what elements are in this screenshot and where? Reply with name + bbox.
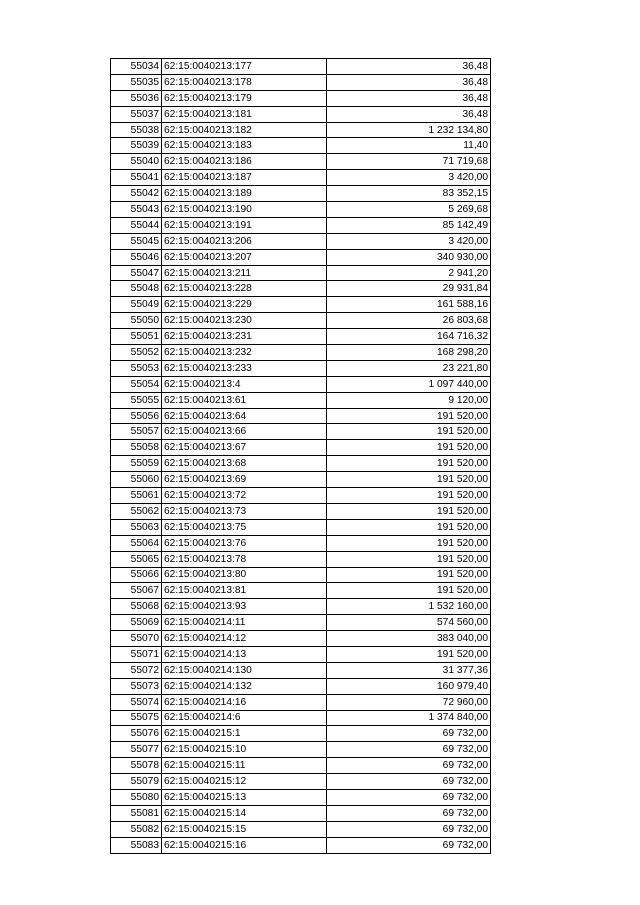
cadastral-number-cell: 62:15:0040213:67 [162, 440, 327, 456]
table-row [111, 265, 491, 281]
row-number-cell: 55077 [111, 742, 162, 758]
table-row [111, 694, 491, 710]
table-row [111, 789, 491, 805]
row-number-cell: 55038 [111, 122, 162, 138]
cadastral-value-cell: 191 520,00 [327, 535, 491, 551]
cadastral-value-table [110, 58, 491, 854]
table-row [111, 805, 491, 821]
cadastral-value-cell: 69 732,00 [327, 774, 491, 790]
cadastral-number-cell: 62:15:0040213:233 [162, 360, 327, 376]
table-row [111, 456, 491, 472]
row-number-cell: 55041 [111, 170, 162, 186]
table-row [111, 186, 491, 202]
table-row [111, 726, 491, 742]
row-number-cell: 55078 [111, 758, 162, 774]
cadastral-value-cell: 191 520,00 [327, 519, 491, 535]
cadastral-number-cell: 62:15:0040213:231 [162, 329, 327, 345]
table-row [111, 376, 491, 392]
cadastral-number-cell: 62:15:0040213:228 [162, 281, 327, 297]
cadastral-value-cell: 3 420,00 [327, 170, 491, 186]
row-number-cell: 55048 [111, 281, 162, 297]
cadastral-value-cell: 69 732,00 [327, 726, 491, 742]
cadastral-value-cell: 1 232 134,80 [327, 122, 491, 138]
table-row [111, 567, 491, 583]
row-number-cell: 55040 [111, 154, 162, 170]
cadastral-value-cell: 69 732,00 [327, 805, 491, 821]
row-number-cell: 55047 [111, 265, 162, 281]
cadastral-number-cell: 62:15:0040213:81 [162, 583, 327, 599]
cadastral-number-cell: 62:15:0040213:68 [162, 456, 327, 472]
cadastral-number-cell: 62:15:0040215:16 [162, 837, 327, 853]
table-row [111, 440, 491, 456]
row-number-cell: 55049 [111, 297, 162, 313]
cadastral-value-cell: 191 520,00 [327, 440, 491, 456]
row-number-cell: 55080 [111, 789, 162, 805]
row-number-cell: 55059 [111, 456, 162, 472]
table-row [111, 360, 491, 376]
cadastral-value-cell: 72 960,00 [327, 694, 491, 710]
row-number-cell: 55083 [111, 837, 162, 853]
cadastral-number-cell: 62:15:0040213:191 [162, 217, 327, 233]
row-number-cell: 55073 [111, 678, 162, 694]
cadastral-value-cell: 2 941,20 [327, 265, 491, 281]
cadastral-value-cell: 36,48 [327, 74, 491, 90]
row-number-cell: 55079 [111, 774, 162, 790]
row-number-cell: 55056 [111, 408, 162, 424]
row-number-cell: 55060 [111, 472, 162, 488]
cadastral-number-cell: 62:15:0040213:211 [162, 265, 327, 281]
row-number-cell: 55043 [111, 202, 162, 218]
table-row [111, 662, 491, 678]
table-row [111, 710, 491, 726]
row-number-cell: 55081 [111, 805, 162, 821]
cadastral-number-cell: 62:15:0040215:15 [162, 821, 327, 837]
cadastral-number-cell: 62:15:0040213:186 [162, 154, 327, 170]
cadastral-value-cell: 191 520,00 [327, 503, 491, 519]
cadastral-value-cell: 36,48 [327, 59, 491, 75]
cadastral-value-cell: 191 520,00 [327, 424, 491, 440]
cadastral-value-cell: 1 097 440,00 [327, 376, 491, 392]
row-number-cell: 55035 [111, 74, 162, 90]
row-number-cell: 55050 [111, 313, 162, 329]
cadastral-value-cell: 161 588,16 [327, 297, 491, 313]
cadastral-number-cell: 62:15:0040213:179 [162, 90, 327, 106]
cadastral-value-cell: 191 520,00 [327, 583, 491, 599]
row-number-cell: 55065 [111, 551, 162, 567]
cadastral-number-cell: 62:15:0040213:69 [162, 472, 327, 488]
cadastral-number-cell: 62:15:0040213:76 [162, 535, 327, 551]
row-number-cell: 55074 [111, 694, 162, 710]
cadastral-value-cell: 31 377,36 [327, 662, 491, 678]
cadastral-value-cell: 71 719,68 [327, 154, 491, 170]
cadastral-number-cell: 62:15:0040213:80 [162, 567, 327, 583]
row-number-cell: 55039 [111, 138, 162, 154]
table-row [111, 170, 491, 186]
cadastral-value-cell: 191 520,00 [327, 456, 491, 472]
cadastral-number-cell: 62:15:0040213:61 [162, 392, 327, 408]
cadastral-value-cell: 164 716,32 [327, 329, 491, 345]
cadastral-number-cell: 62:15:0040213:207 [162, 249, 327, 265]
table-row [111, 599, 491, 615]
table-row [111, 758, 491, 774]
table-row [111, 392, 491, 408]
row-number-cell: 55071 [111, 646, 162, 662]
table-row [111, 535, 491, 551]
table-row [111, 233, 491, 249]
cadastral-number-cell: 62:15:0040213:183 [162, 138, 327, 154]
table-row [111, 503, 491, 519]
row-number-cell: 55061 [111, 488, 162, 504]
table-row [111, 297, 491, 313]
row-number-cell: 55068 [111, 599, 162, 615]
table-row [111, 615, 491, 631]
table-row [111, 821, 491, 837]
cadastral-value-cell: 191 520,00 [327, 472, 491, 488]
cadastral-value-cell: 29 931,84 [327, 281, 491, 297]
table-row [111, 106, 491, 122]
cadastral-value-cell: 191 520,00 [327, 567, 491, 583]
row-number-cell: 55058 [111, 440, 162, 456]
cadastral-value-cell: 160 979,40 [327, 678, 491, 694]
table-row [111, 678, 491, 694]
cadastral-number-cell: 62:15:0040214:12 [162, 631, 327, 647]
table-row [111, 313, 491, 329]
table-row [111, 90, 491, 106]
cadastral-value-cell: 36,48 [327, 90, 491, 106]
row-number-cell: 55042 [111, 186, 162, 202]
table-row [111, 345, 491, 361]
cadastral-number-cell: 62:15:0040213:189 [162, 186, 327, 202]
row-number-cell: 55053 [111, 360, 162, 376]
cadastral-value-cell: 23 221,80 [327, 360, 491, 376]
table-row [111, 583, 491, 599]
row-number-cell: 55063 [111, 519, 162, 535]
cadastral-value-cell: 383 040,00 [327, 631, 491, 647]
row-number-cell: 55069 [111, 615, 162, 631]
table-row [111, 74, 491, 90]
cadastral-value-cell: 36,48 [327, 106, 491, 122]
table-row [111, 217, 491, 233]
cadastral-number-cell: 62:15:0040213:4 [162, 376, 327, 392]
cadastral-value-cell: 1 532 160,00 [327, 599, 491, 615]
row-number-cell: 55066 [111, 567, 162, 583]
cadastral-value-cell: 69 732,00 [327, 789, 491, 805]
cadastral-number-cell: 62:15:0040213:93 [162, 599, 327, 615]
row-number-cell: 55075 [111, 710, 162, 726]
table-row [111, 329, 491, 345]
row-number-cell: 55070 [111, 631, 162, 647]
cadastral-number-cell: 62:15:0040215:1 [162, 726, 327, 742]
cadastral-value-cell: 574 560,00 [327, 615, 491, 631]
cadastral-value-cell: 69 732,00 [327, 758, 491, 774]
cadastral-value-cell: 69 732,00 [327, 742, 491, 758]
table-row [111, 154, 491, 170]
cadastral-value-cell: 168 298,20 [327, 345, 491, 361]
table-row [111, 122, 491, 138]
cadastral-number-cell: 62:15:0040213:75 [162, 519, 327, 535]
cadastral-number-cell: 62:15:0040214:132 [162, 678, 327, 694]
cadastral-number-cell: 62:15:0040213:232 [162, 345, 327, 361]
cadastral-number-cell: 62:15:0040215:10 [162, 742, 327, 758]
table-row [111, 837, 491, 853]
cadastral-number-cell: 62:15:0040213:229 [162, 297, 327, 313]
cadastral-value-cell: 3 420,00 [327, 233, 491, 249]
cadastral-number-cell: 62:15:0040213:177 [162, 59, 327, 75]
cadastral-number-cell: 62:15:0040214:130 [162, 662, 327, 678]
cadastral-value-cell: 340 930,00 [327, 249, 491, 265]
table-body [111, 59, 491, 854]
cadastral-value-cell: 69 732,00 [327, 837, 491, 853]
cadastral-number-cell: 62:15:0040215:14 [162, 805, 327, 821]
cadastral-number-cell: 62:15:0040213:64 [162, 408, 327, 424]
cadastral-number-cell: 62:15:0040213:206 [162, 233, 327, 249]
cadastral-number-cell: 62:15:0040214:16 [162, 694, 327, 710]
cadastral-value-cell: 26 803,68 [327, 313, 491, 329]
cadastral-number-cell: 62:15:0040214:11 [162, 615, 327, 631]
table-row [111, 202, 491, 218]
row-number-cell: 55062 [111, 503, 162, 519]
row-number-cell: 55037 [111, 106, 162, 122]
cadastral-number-cell: 62:15:0040213:72 [162, 488, 327, 504]
row-number-cell: 55046 [111, 249, 162, 265]
cadastral-value-cell: 5 269,68 [327, 202, 491, 218]
table-row [111, 742, 491, 758]
row-number-cell: 55044 [111, 217, 162, 233]
table-row [111, 138, 491, 154]
row-number-cell: 55072 [111, 662, 162, 678]
cadastral-number-cell: 62:15:0040213:78 [162, 551, 327, 567]
row-number-cell: 55045 [111, 233, 162, 249]
cadastral-number-cell: 62:15:0040213:73 [162, 503, 327, 519]
row-number-cell: 55054 [111, 376, 162, 392]
table-row [111, 59, 491, 75]
cadastral-number-cell: 62:15:0040215:12 [162, 774, 327, 790]
cadastral-value-cell: 9 120,00 [327, 392, 491, 408]
cadastral-value-cell: 1 374 840,00 [327, 710, 491, 726]
row-number-cell: 55067 [111, 583, 162, 599]
cadastral-number-cell: 62:15:0040213:190 [162, 202, 327, 218]
cadastral-number-cell: 62:15:0040215:11 [162, 758, 327, 774]
cadastral-value-cell: 191 520,00 [327, 551, 491, 567]
cadastral-value-cell: 191 520,00 [327, 408, 491, 424]
cadastral-value-cell: 69 732,00 [327, 821, 491, 837]
cadastral-number-cell: 62:15:0040213:187 [162, 170, 327, 186]
table-row [111, 774, 491, 790]
cadastral-number-cell: 62:15:0040213:178 [162, 74, 327, 90]
row-number-cell: 55034 [111, 59, 162, 75]
table-row [111, 519, 491, 535]
cadastral-number-cell: 62:15:0040215:13 [162, 789, 327, 805]
table-row [111, 646, 491, 662]
cadastral-value-cell: 191 520,00 [327, 488, 491, 504]
row-number-cell: 55076 [111, 726, 162, 742]
cadastral-value-cell: 11,40 [327, 138, 491, 154]
table-row [111, 631, 491, 647]
table-row [111, 281, 491, 297]
row-number-cell: 55064 [111, 535, 162, 551]
cadastral-value-cell: 85 142,49 [327, 217, 491, 233]
row-number-cell: 55082 [111, 821, 162, 837]
table-row [111, 488, 491, 504]
cadastral-value-cell: 83 352,15 [327, 186, 491, 202]
cadastral-number-cell: 62:15:0040213:230 [162, 313, 327, 329]
cadastral-number-cell: 62:15:0040214:6 [162, 710, 327, 726]
row-number-cell: 55051 [111, 329, 162, 345]
table-row [111, 249, 491, 265]
row-number-cell: 55057 [111, 424, 162, 440]
table-row [111, 472, 491, 488]
table-row [111, 551, 491, 567]
row-number-cell: 55055 [111, 392, 162, 408]
cadastral-value-cell: 191 520,00 [327, 646, 491, 662]
row-number-cell: 55036 [111, 90, 162, 106]
cadastral-number-cell: 62:15:0040213:182 [162, 122, 327, 138]
table-row [111, 424, 491, 440]
cadastral-number-cell: 62:15:0040214:13 [162, 646, 327, 662]
cadastral-number-cell: 62:15:0040213:66 [162, 424, 327, 440]
table-row [111, 408, 491, 424]
row-number-cell: 55052 [111, 345, 162, 361]
cadastral-number-cell: 62:15:0040213:181 [162, 106, 327, 122]
